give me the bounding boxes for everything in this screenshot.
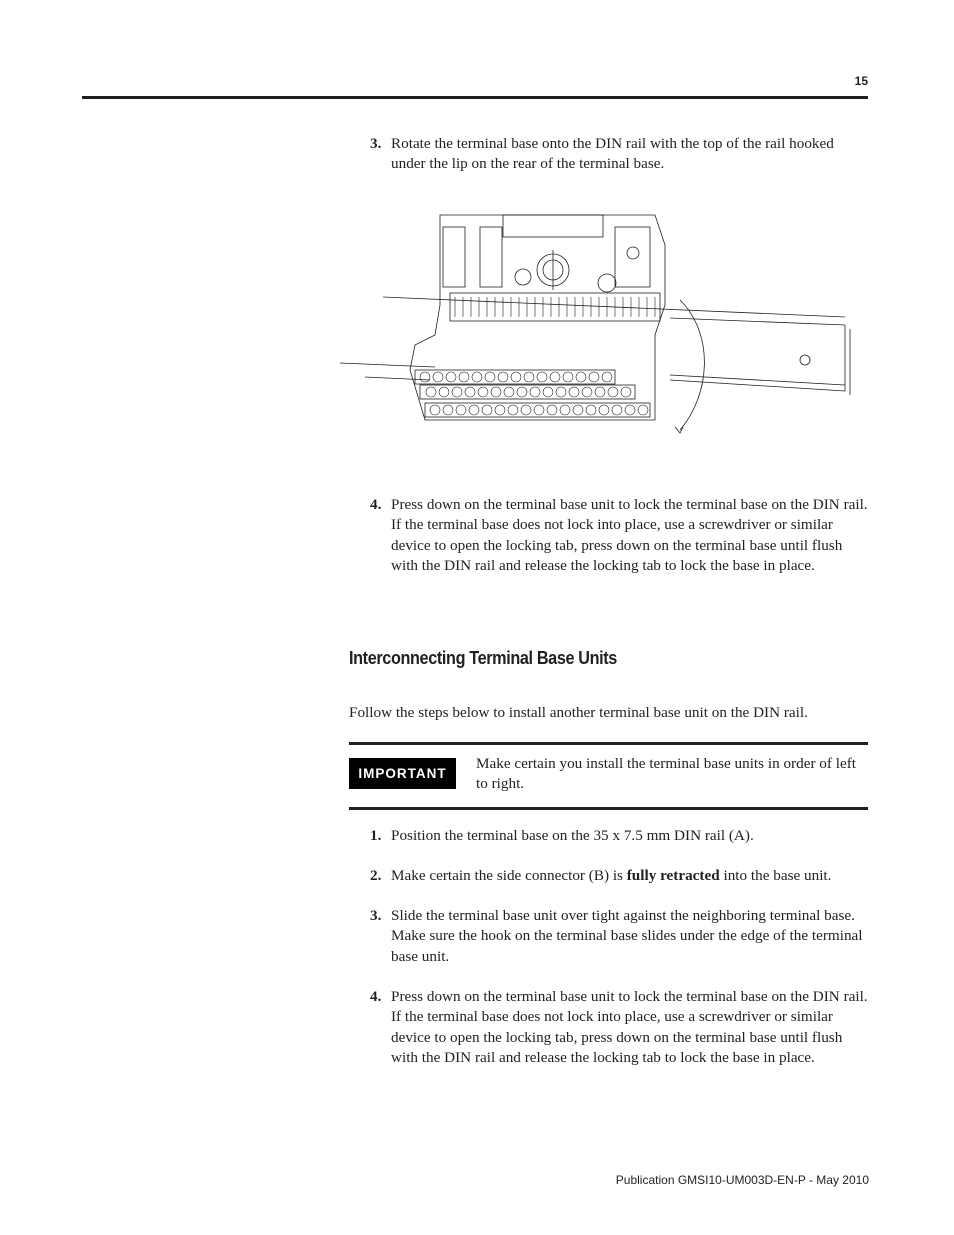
header-rule [82,96,868,99]
step-text: Slide the terminal base unit over tight against the neighboring terminal base. Make sure the hook on the terminal base slides under the edge of the terminal base unit. [391,907,863,965]
step-text: Position the terminal base on the 35 x 7.5 mm DIN rail (A). [391,827,754,844]
step-text: Press down on the terminal base unit to lock the terminal base on the DIN rail. If the terminal base does not lock into place, use a screwdriver or similar device to open the locking tab, press down on the terminal base until flush with the DIN rail and release the locking tab to lock the base in place. [391,496,868,575]
step-text-before: Make certain the side connector (B) is [391,867,627,884]
step-3-rotate [370,134,870,175]
terminal-base-din-rail-illustration [335,205,855,455]
important-badge: IMPORTANT [349,758,456,789]
page-number: 15 [854,74,868,88]
step-4-press-down [370,495,870,577]
step-4-press-down-2 [370,987,870,1069]
step-number: 3. [370,135,382,152]
publication-footer: Publication GMSI10-UM003D-EN-P - May 2010 [615,1173,869,1187]
step-number: 1. [370,827,382,844]
step-2-side-connector [370,866,870,886]
important-text: Make certain you install the terminal base units in order of left to right. [476,755,856,793]
step-text-after: into the base unit. [719,867,832,884]
step-number: 3. [370,907,382,924]
step-text: Press down on the terminal base unit to lock the terminal base on the DIN rail. If the terminal base does not lock into place, use a screwdriver or similar device to open the locking tab, press down on the terminal base until flush with the DIN rail and release the locking tab to lock the base in place. [391,988,868,1067]
section-heading: Interconnecting Terminal Base Units [349,648,617,668]
step-number: 4. [370,988,382,1005]
step-3-slide [370,906,870,967]
step-text-bold: fully retracted [626,867,720,884]
step-text: Rotate the terminal base onto the DIN rail with the top of the rail hooked under the lip on the rear of the terminal base. [391,135,834,173]
step-number: 2. [370,867,382,884]
step-1-position [370,826,870,846]
step-text [391,866,870,886]
section-intro: Follow the steps below to install another terminal base unit on the DIN rail. [349,704,808,721]
step-number: 4. [370,496,382,513]
important-note [349,742,868,810]
